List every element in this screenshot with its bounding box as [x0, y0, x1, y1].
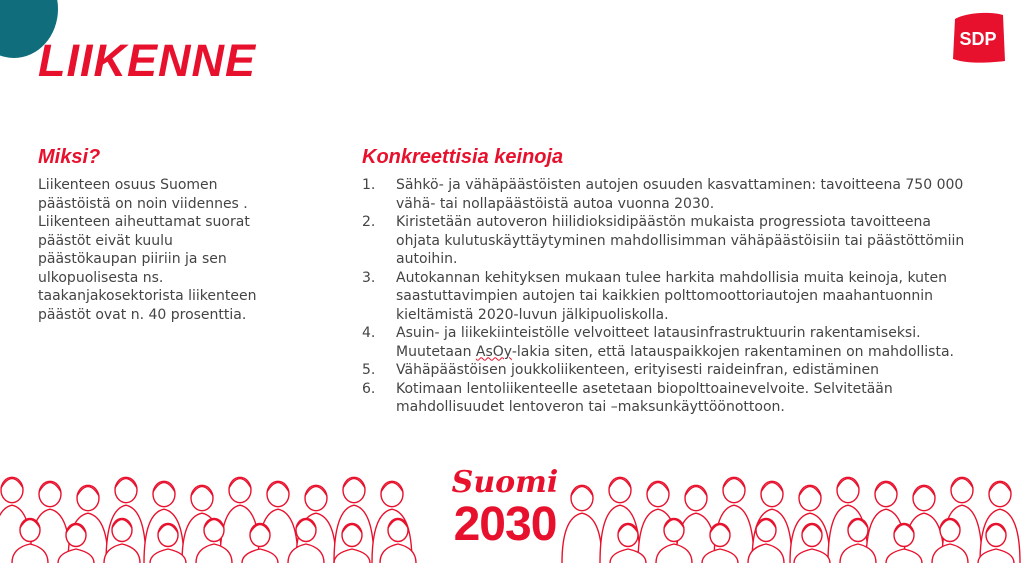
- list-item: [362, 269, 972, 325]
- keinoja-heading: Konkreettisia keinoja: [362, 146, 564, 168]
- spellcheck-marked-word: AsOy: [475, 343, 512, 360]
- item-text: Kotimaan lentoliikenteelle asetetaan biopolttoainevelvoite. Selvitetään mahdollisuudet lentoveron tai –maksunkäyttöönottoon.: [396, 380, 893, 415]
- list-item: [362, 176, 972, 213]
- item-number: 3.: [362, 269, 376, 286]
- item-number: 2.: [362, 214, 376, 230]
- emblem-year: 2030: [453, 498, 557, 551]
- item-text: Sähkö- ja vähäpäästöisten autojen osuuden kasvattaminen: tavoitteena 750 000 vähä- tai nollapäästöistä autoa vuonna 2030.: [396, 177, 964, 212]
- measures-list: [362, 176, 972, 417]
- list-item: [362, 324, 972, 361]
- item-number: 1.: [362, 177, 376, 193]
- list-item: [362, 213, 972, 269]
- item-text: Vähäpäästöisen joukkoliikenteen, erityisesti raideinfran, edistäminen: [396, 362, 880, 378]
- miksi-heading: Miksi?: [38, 146, 101, 168]
- item-number: 4.: [362, 325, 376, 341]
- item-number: 6.: [362, 380, 376, 397]
- slide-title: LIIKENNE: [38, 35, 257, 86]
- sdp-logo: [949, 9, 1007, 65]
- suomi-2030-emblem: [440, 465, 570, 563]
- item-text-part: -lakia siten, että latauspaikkojen rakentaminen on mahdollista.: [511, 343, 954, 360]
- item-text: Kiristetään autoveron hiilidioksidipäästön mukaista progressiota tavoitteena ohjata kulutuskäyttäytyminen mahdollisimman vähäpäästöisiin tai päästöttömiin autoihin.: [396, 214, 965, 267]
- item-number: 5.: [362, 362, 376, 378]
- list-item: [362, 380, 972, 417]
- logo-label: SDP: [959, 28, 997, 49]
- item-text: [396, 324, 972, 361]
- emblem-suomi: Suomi: [451, 465, 559, 500]
- item-text-part: Asuin- ja liikekiinteistölle velvoitteet latausinfrastruktuurin rakentamiseksi. Muutetaan: [396, 325, 921, 360]
- item-text: Autokannan kehityksen mukaan tulee harkita mahdollisia muita keinoja, kuten saastuttavimpien autojen tai kaikkien polttomoottoriautojen maahantuonnin kieltämistä 2020-luvun jälkipuoliskolla.: [396, 269, 947, 323]
- miksi-body: Liikenteen osuus Suomen päästöistä on noin viidennes . Liikenteen aiheuttamat suorat päästöt eivät kuulu päästökaupan piiriin ja sen ulkopuolisesta ns. taakanjakosektorista liikenteen päästöt ovat n. 40 prosenttia.: [38, 177, 257, 323]
- list-item: [362, 361, 972, 380]
